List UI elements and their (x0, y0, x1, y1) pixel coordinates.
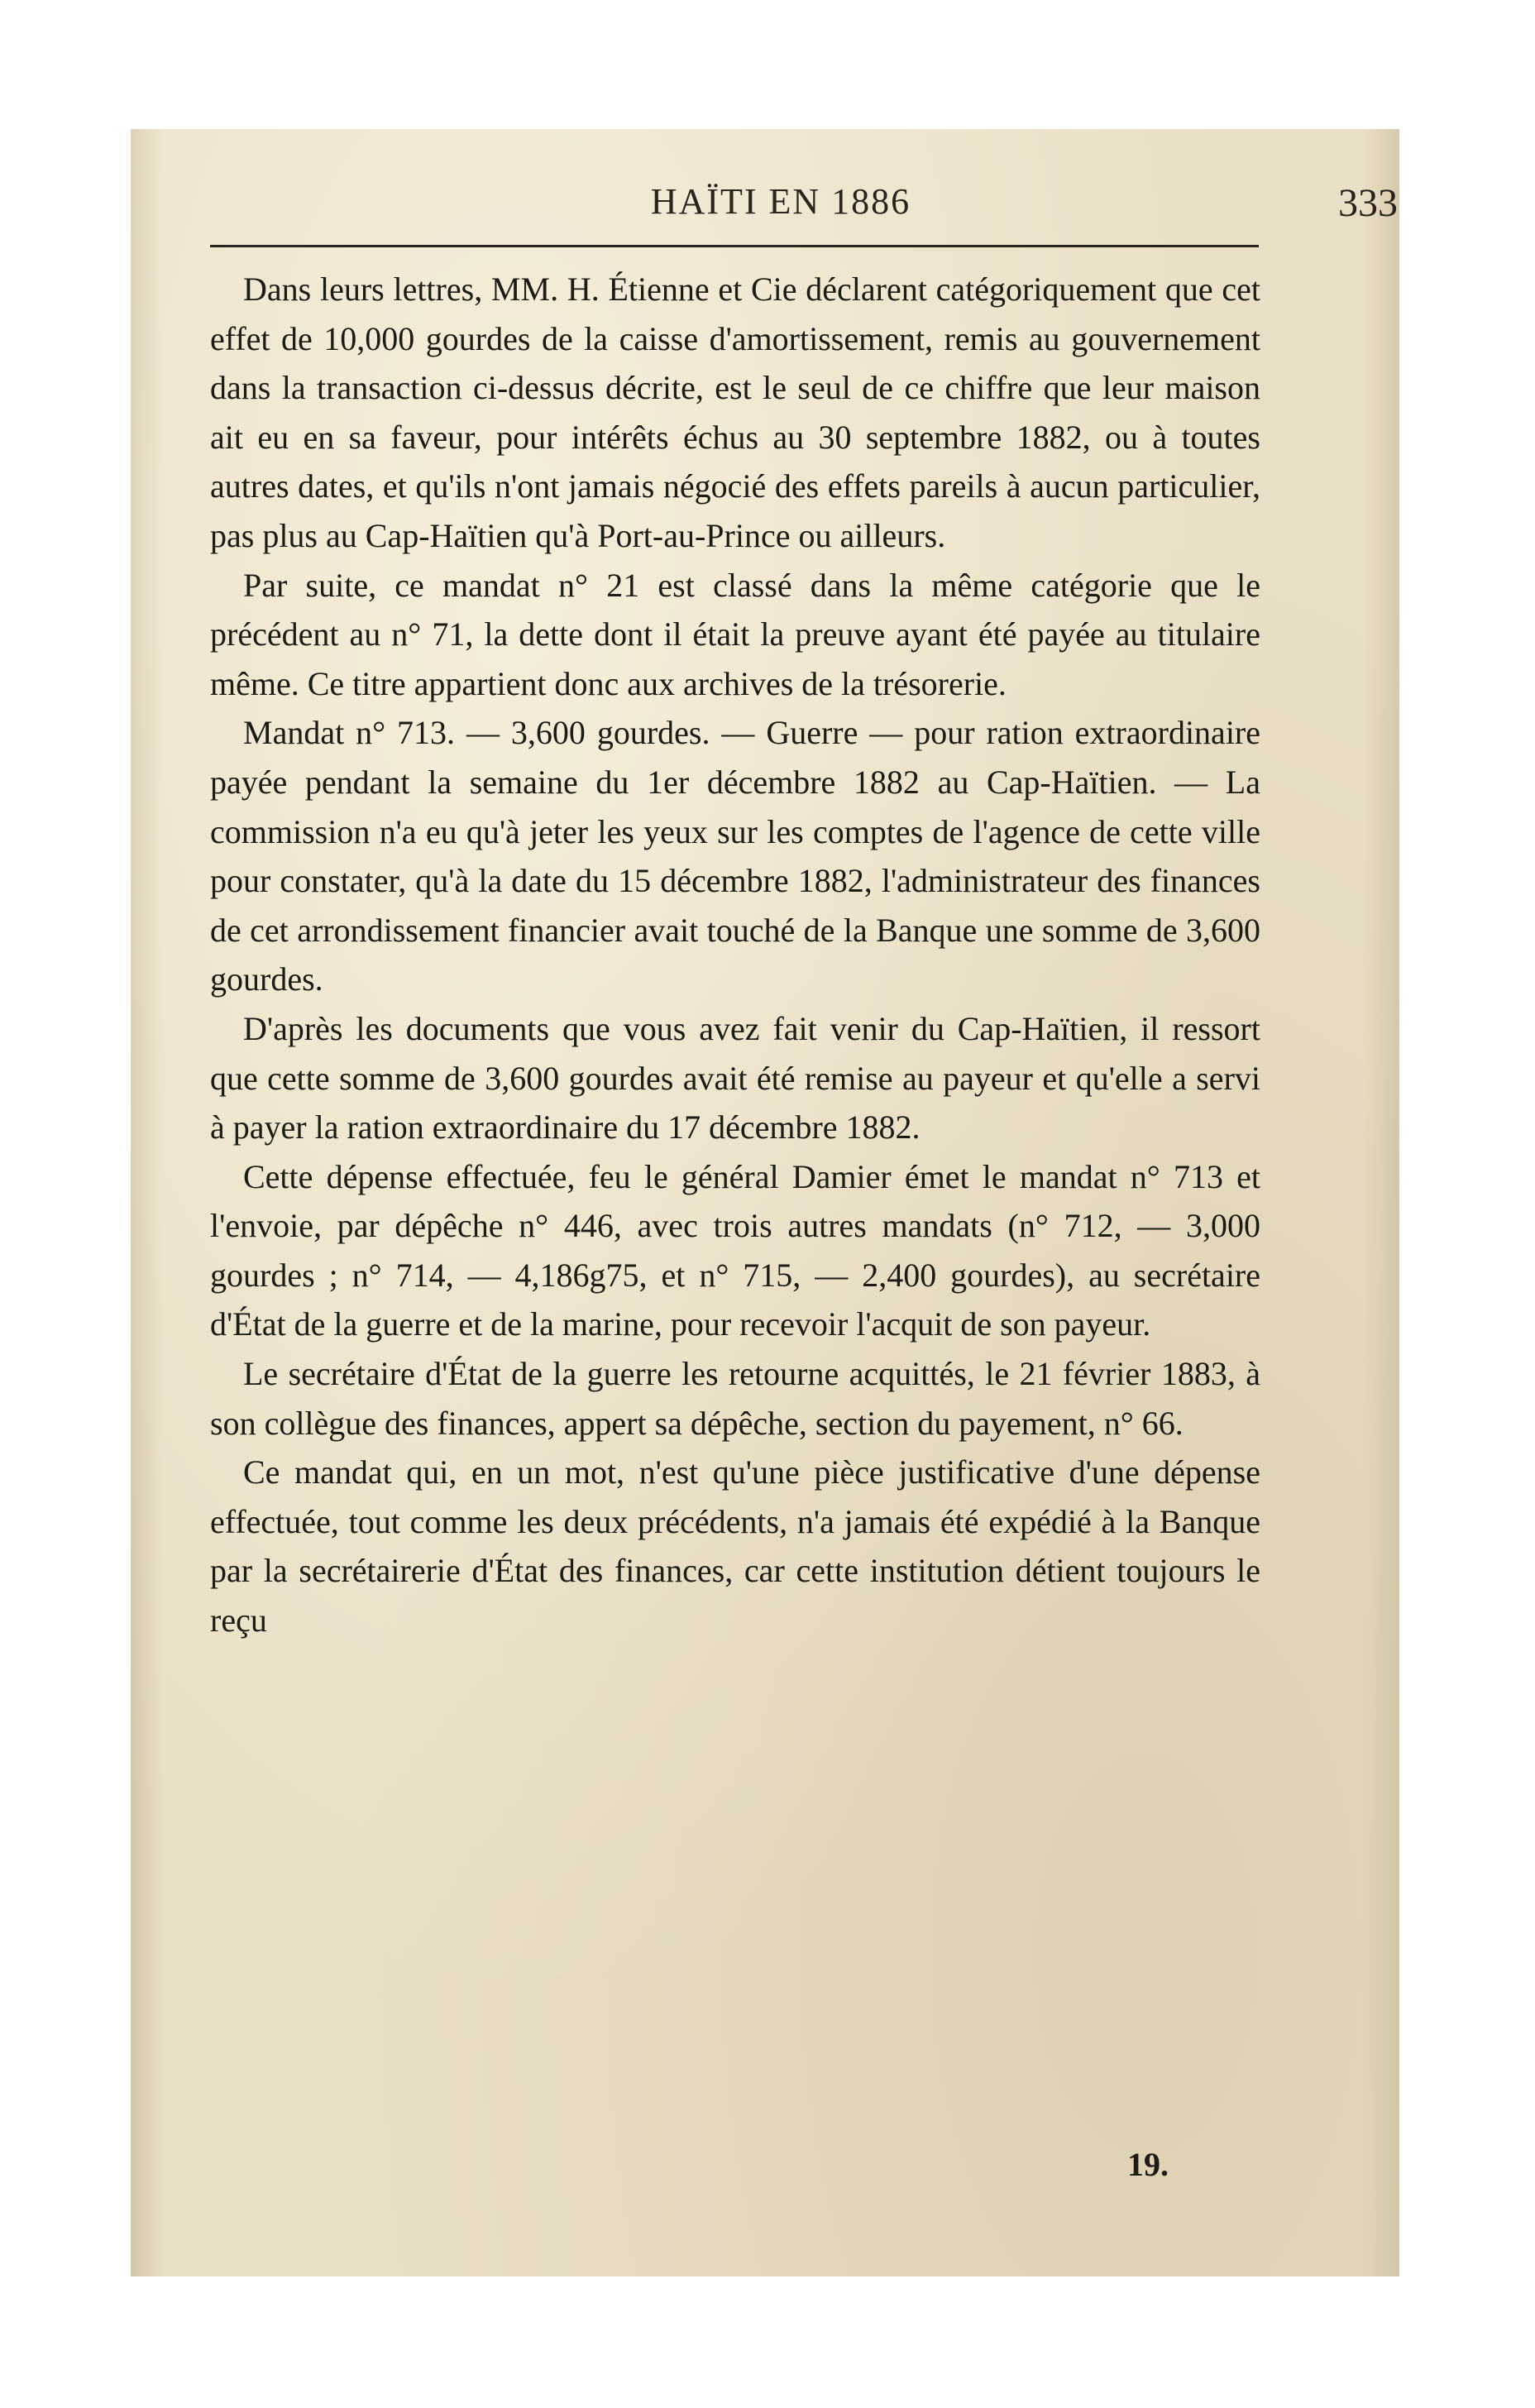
body-text (210, 265, 1260, 1645)
page-number: 333 (1338, 181, 1398, 225)
header-rule (210, 245, 1259, 247)
paragraph: Dans leurs lettres, MM. H. Étienne et Cie déclarent catégoriquement que cet effet de 10,000 gourdes de la caisse d'amortissement, remis au gouvernement dans la transaction ci-dessus décrite, est le seul de ce chiffre que leur maison ait eu en sa faveur, pour intérêts échus au 30 septembre 1882, ou à toutes autres dates, et qu'ils n'ont jamais négocié des effets pareils à aucun particulier, pas plus au Cap-Haïtien qu'à Port-au-Prince ou ailleurs. (210, 270, 1260, 554)
paragraph: D'après les documents que vous avez fait venir du Cap-Haïtien, il ressort que cette somme de 3,600 gourdes avait été remise au payeur et qu'elle a servi à payer la ration extraordinaire du 17 décembre 1882. (210, 1009, 1260, 1147)
paragraph: Le secrétaire d'État de la guerre les retourne acquittés, le 21 février 1883, à son collègue des finances, appert sa dépêche, section du payement, n° 66. (210, 1355, 1260, 1442)
paragraph: Ce mandat qui, en un mot, n'est qu'une pièce justificative d'une dépense effectuée, tout comme les deux précédents, n'a jamais été expédié à la Banque par la secrétairerie d'État des finances, car cette institution détient toujours le reçu (210, 1453, 1260, 1640)
signature-mark: 19. (1127, 2146, 1169, 2183)
paragraph: Cette dépense effectuée, feu le général Damier émet le mandat n° 713 et l'envoie, par dépêche n° 446, avec trois autres mandats (n° 712, — 3,000 gourdes ; n° 714, — 4,186g75, et n° 715, — 2,400 gourdes), au secrétaire d'État de la guerre et de la marine, pour recevoir l'acquit de son payeur. (210, 1157, 1260, 1343)
page-header (210, 172, 1404, 230)
paragraph: Par suite, ce mandat n° 21 est classé dans la même catégorie que le précédent au n° 71, la dette dont il était la preuve ayant été payée au titulaire même. Ce titre appartient donc aux archives de la trésorerie. (210, 566, 1260, 702)
book-page (131, 129, 1399, 2276)
paragraph: Mandat n° 713. — 3,600 gourdes. — Guerre — pour ration extraordinaire payée pendant la semaine du 1er décembre 1882 au Cap-Haïtien. — La commission n'a eu qu'à jeter les yeux sur les comptes de l'agence de cette ville pour constater, qu'à la date du 15 décembre 1882, l'administrateur des finances de cet arrondissement financier avait touché de la Banque une somme de 3,600 gourdes. (210, 714, 1260, 998)
running-title: HAÏTI EN 1886 (650, 181, 911, 222)
